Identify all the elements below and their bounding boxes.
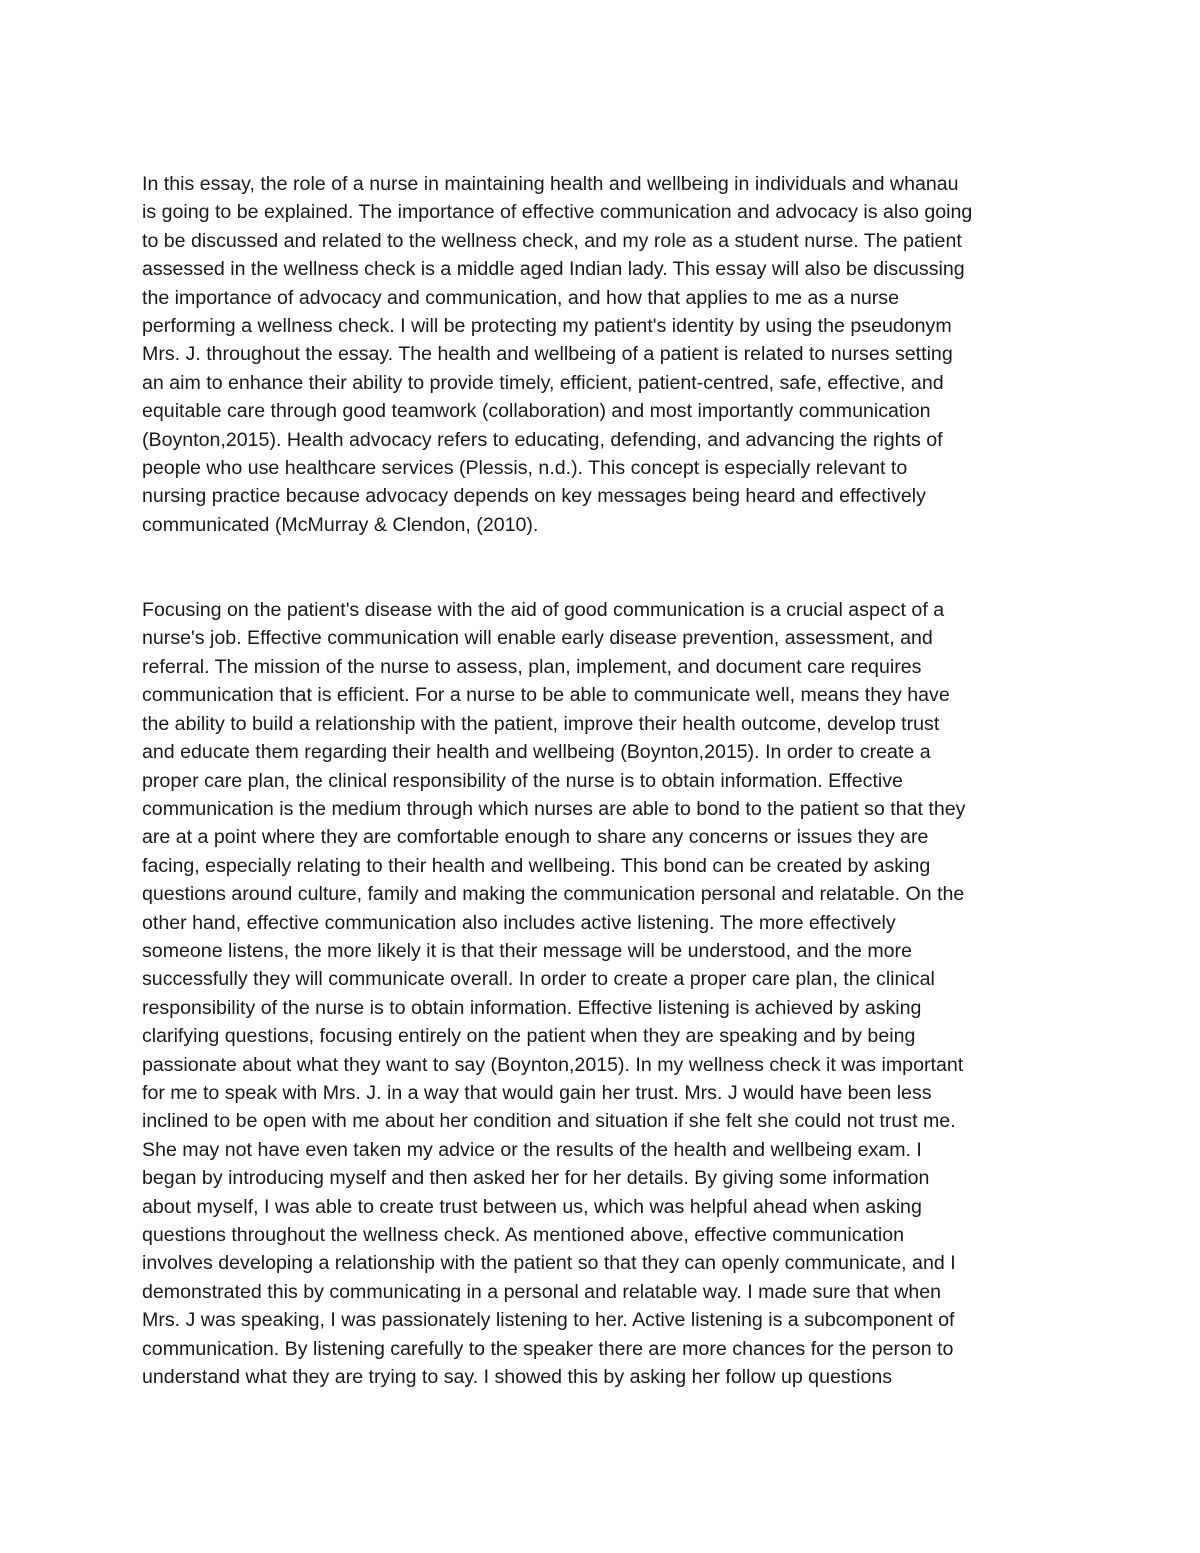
text-line: questions throughout the wellness check. As mentioned above, effective communication (142, 1224, 905, 1247)
text-line: (Boynton,2015). Health advocacy refers to educating, defending, and advancing the rights of (142, 428, 943, 451)
text-line: and educate them regarding their health and wellbeing (Boynton,2015). In order to create a (142, 741, 931, 764)
text-line: assessed in the wellness check is a middle aged Indian lady. This essay will also be discussing (142, 258, 965, 281)
text-line: passionate about what they want to say (Boynton,2015). In my wellness check it was important (142, 1053, 964, 1076)
text-line: communication. By listening carefully to the speaker there are more chances for the person to (142, 1337, 954, 1360)
text-line: someone listens, the more likely it is that their message will be understood, and the more (142, 939, 912, 962)
text-line: the ability to build a relationship with the patient, improve their health outcome, develop trust (142, 712, 940, 735)
text-line: the importance of advocacy and communication, and how that applies to me as a nurse (142, 286, 899, 309)
text-line: inclined to be open with me about her condition and situation if she felt she could not trust me. (142, 1110, 956, 1133)
text-line: referral. The mission of the nurse to assess, plan, implement, and document care requires (142, 655, 922, 678)
text-line: began by introducing myself and then asked her for her details. By giving some information (142, 1167, 930, 1190)
text-line: communicated (McMurray & Clendon, (2010). (142, 513, 539, 536)
text-line: involves developing a relationship with the patient so that they can openly communicate, and I (142, 1252, 956, 1275)
text-line: In this essay, the role of a nurse in maintaining health and wellbeing in individuals and whanau (142, 173, 959, 195)
text-line: is going to be explained. The importance of effective communication and advocacy is also going (142, 201, 973, 224)
text-line: an aim to enhance their ability to provide timely, efficient, patient-centred, safe, effective, and (142, 371, 944, 394)
text-line: facing, especially relating to their health and wellbeing. This bond can be created by asking (142, 854, 931, 877)
paragraph-communication (142, 596, 1072, 1391)
text-line: to be discussed and related to the wellness check, and my role as a student nurse. The patient (142, 229, 962, 252)
text-line: people who use healthcare services (Plessis, n.d.). This concept is especially relevant to (142, 457, 908, 480)
text-line: other hand, effective communication also includes active listening. The more effectively (142, 911, 896, 934)
text-line: nurse's job. Effective communication will enable early disease prevention, assessment, and (142, 627, 933, 650)
text-line: Mrs. J. throughout the essay. The health and wellbeing of a patient is related to nurses setting (142, 343, 953, 366)
text-line: demonstrated this by communicating in a personal and relatable way. I made sure that when (142, 1280, 942, 1303)
text-line: communication that is efficient. For a nurse to be able to communicate well, means they have (142, 684, 950, 707)
text-line: questions around culture, family and making the communication personal and relatable. On the (142, 883, 965, 906)
paragraph-gap (142, 539, 1072, 596)
text-line: equitable care through good teamwork (collaboration) and most importantly communication (142, 400, 931, 423)
text-line: Mrs. J was speaking, I was passionately listening to her. Active listening is a subcomponent of (142, 1309, 955, 1332)
text-line: performing a wellness check. I will be protecting my patient's identity by using the pseudonym (142, 315, 952, 338)
text-line: clarifying questions, focusing entirely on the patient when they are speaking and by being (142, 1025, 916, 1048)
text-line: are at a point where they are comfortable enough to share any concerns or issues they are (142, 826, 929, 849)
text-line: communication is the medium through which nurses are able to bond to the patient so that they (142, 797, 966, 820)
text-line: proper care plan, the clinical responsibility of the nurse is to obtain information. Effective (142, 769, 903, 792)
text-line: She may not have even taken my advice or the results of the health and wellbeing exam. I (142, 1138, 922, 1161)
text-line: successfully they will communicate overall. In order to create a proper care plan, the clinical (142, 968, 935, 991)
paragraph-introduction (142, 170, 1072, 539)
text-line: responsibility of the nurse is to obtain information. Effective listening is achieved by asking (142, 996, 922, 1019)
essay-body (142, 170, 1072, 1391)
text-line: Focusing on the patient's disease with the aid of good communication is a crucial aspect of a (142, 599, 945, 622)
text-line: understand what they are trying to say. I showed this by asking her follow up questions (142, 1366, 893, 1389)
text-line: about myself, I was able to create trust between us, which was helpful ahead when asking (142, 1195, 922, 1218)
text-line: nursing practice because advocacy depends on key messages being heard and effectively (142, 485, 926, 508)
text-line: for me to speak with Mrs. J. in a way that would gain her trust. Mrs. J would have been less (142, 1081, 932, 1104)
